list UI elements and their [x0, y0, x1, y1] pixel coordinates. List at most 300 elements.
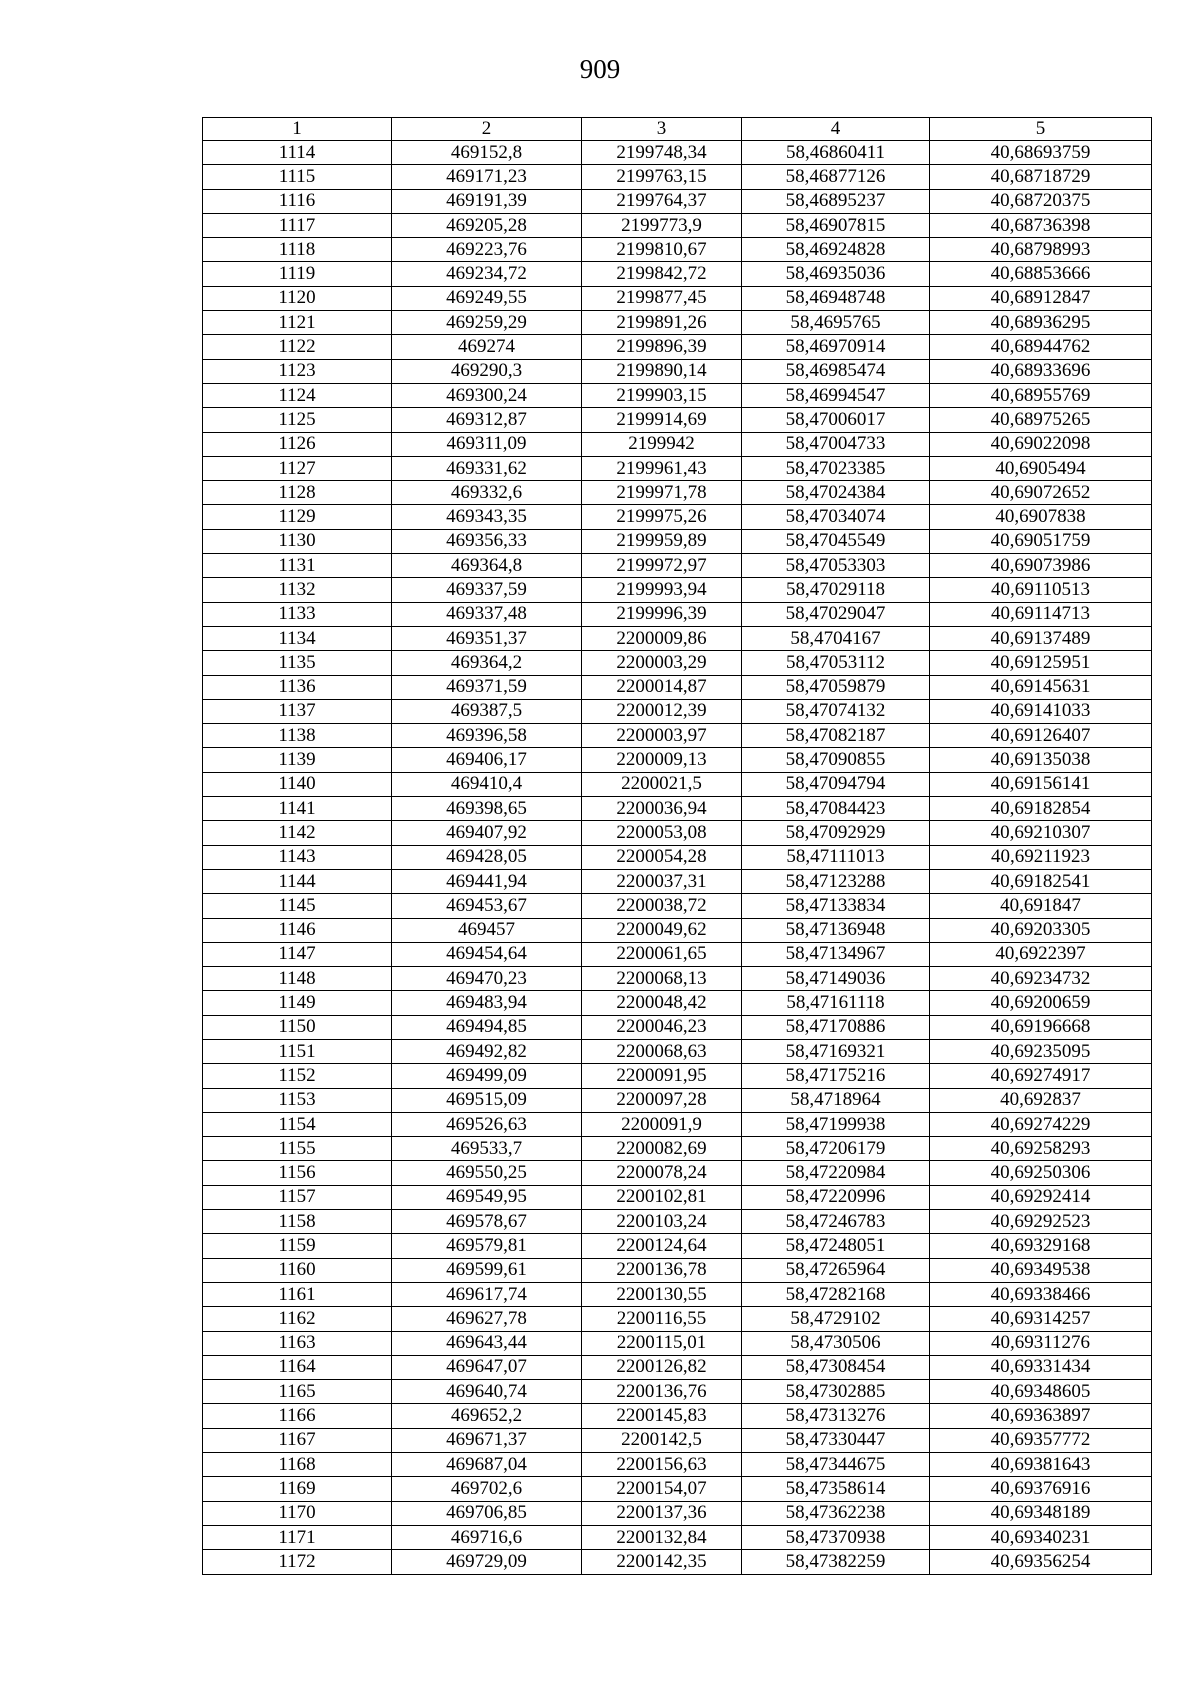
- table-cell: 469259,29: [392, 311, 582, 335]
- table-row: [203, 1015, 1152, 1039]
- table-cell: 2200136,78: [582, 1258, 742, 1282]
- table-cell: 469526,63: [392, 1112, 582, 1136]
- table-row: [203, 238, 1152, 262]
- table-cell: 58,46895237: [742, 189, 930, 213]
- table-cell: 469364,2: [392, 651, 582, 675]
- table-row: [203, 1234, 1152, 1258]
- table-cell: 40,69072652: [930, 481, 1152, 505]
- table-cell: 58,46860411: [742, 141, 930, 165]
- table-cell: 1135: [203, 651, 392, 675]
- table-row: [203, 1185, 1152, 1209]
- table-cell: 2199914,69: [582, 408, 742, 432]
- table-cell: 2200130,55: [582, 1282, 742, 1306]
- table-cell: 469494,85: [392, 1015, 582, 1039]
- table-cell: 1153: [203, 1088, 392, 1112]
- table-cell: 58,46994547: [742, 383, 930, 407]
- column-header: 1: [203, 118, 392, 141]
- table-row: [203, 1428, 1152, 1452]
- table-cell: 40,69292414: [930, 1185, 1152, 1209]
- table-cell: 40,692837: [930, 1088, 1152, 1112]
- table-row: [203, 1282, 1152, 1306]
- table-row: [203, 311, 1152, 335]
- column-header: 3: [582, 118, 742, 141]
- table-row: [203, 1525, 1152, 1549]
- table-row: [203, 1477, 1152, 1501]
- table-cell: 2199903,15: [582, 383, 742, 407]
- table-cell: 1154: [203, 1112, 392, 1136]
- table-cell: 1121: [203, 311, 392, 335]
- table-cell: 469470,23: [392, 967, 582, 991]
- table-cell: 2200054,28: [582, 845, 742, 869]
- table-cell: 58,47004733: [742, 432, 930, 456]
- table-cell: 58,47358614: [742, 1477, 930, 1501]
- table-cell: 58,47382259: [742, 1550, 930, 1574]
- table-cell: 1139: [203, 748, 392, 772]
- table-cell: 2200053,08: [582, 821, 742, 845]
- table-cell: 1130: [203, 529, 392, 553]
- table-cell: 40,69234732: [930, 967, 1152, 991]
- table-cell: 58,46935036: [742, 262, 930, 286]
- table-cell: 40,69363897: [930, 1404, 1152, 1428]
- table-cell: 2200003,97: [582, 724, 742, 748]
- page-number: 909: [579, 54, 621, 84]
- table-cell: 40,69073986: [930, 554, 1152, 578]
- table-cell: 40,69135038: [930, 748, 1152, 772]
- table-cell: 40,68853666: [930, 262, 1152, 286]
- table-cell: 58,4729102: [742, 1307, 930, 1331]
- table-row: [203, 529, 1152, 553]
- table-cell: 1124: [203, 383, 392, 407]
- table-cell: 2200009,86: [582, 626, 742, 650]
- table-cell: 58,47034074: [742, 505, 930, 529]
- table-row: [203, 1307, 1152, 1331]
- table-cell: 469453,67: [392, 894, 582, 918]
- table-cell: 58,47220996: [742, 1185, 930, 1209]
- table-row: [203, 335, 1152, 359]
- table-cell: 469337,59: [392, 578, 582, 602]
- table-cell: 1163: [203, 1331, 392, 1355]
- table-cell: 1115: [203, 165, 392, 189]
- table-cell: 1164: [203, 1355, 392, 1379]
- table-cell: 2199842,72: [582, 262, 742, 286]
- table-cell: 1122: [203, 335, 392, 359]
- table-cell: 58,47029118: [742, 578, 930, 602]
- table-cell: 469499,09: [392, 1064, 582, 1088]
- table-cell: 40,69051759: [930, 529, 1152, 553]
- table-cell: 40,6905494: [930, 456, 1152, 480]
- table-cell: 2200082,69: [582, 1137, 742, 1161]
- table-cell: 469364,8: [392, 554, 582, 578]
- table-cell: 40,69338466: [930, 1282, 1152, 1306]
- table-cell: 2200145,83: [582, 1404, 742, 1428]
- table-cell: 58,47170886: [742, 1015, 930, 1039]
- table-row: [203, 894, 1152, 918]
- table-cell: 2199972,97: [582, 554, 742, 578]
- table-cell: 469702,6: [392, 1477, 582, 1501]
- table-cell: 58,47136948: [742, 918, 930, 942]
- table-cell: 1148: [203, 967, 392, 991]
- table-cell: 1146: [203, 918, 392, 942]
- table-row: [203, 821, 1152, 845]
- table-cell: 2199959,89: [582, 529, 742, 553]
- table-cell: 469428,05: [392, 845, 582, 869]
- table-cell: 1137: [203, 699, 392, 723]
- table-cell: 40,68718729: [930, 165, 1152, 189]
- table-cell: 2200136,76: [582, 1380, 742, 1404]
- table-cell: 1140: [203, 772, 392, 796]
- table-cell: 1145: [203, 894, 392, 918]
- table-cell: 469351,37: [392, 626, 582, 650]
- table-cell: 58,47084423: [742, 797, 930, 821]
- table-cell: 469687,04: [392, 1453, 582, 1477]
- table-cell: 469343,35: [392, 505, 582, 529]
- table-row: [203, 481, 1152, 505]
- table-cell: 58,47169321: [742, 1039, 930, 1063]
- table-cell: 58,46948748: [742, 286, 930, 310]
- table-cell: 469407,92: [392, 821, 582, 845]
- table-cell: 40,69137489: [930, 626, 1152, 650]
- table-row: [203, 991, 1152, 1015]
- table-row: [203, 918, 1152, 942]
- table-row: [203, 724, 1152, 748]
- table-cell: 1167: [203, 1428, 392, 1452]
- table-cell: 2200103,24: [582, 1210, 742, 1234]
- table-cell: 1128: [203, 481, 392, 505]
- table-cell: 2200102,81: [582, 1185, 742, 1209]
- table-row: [203, 651, 1152, 675]
- table-cell: 40,69274917: [930, 1064, 1152, 1088]
- table-cell: 469396,58: [392, 724, 582, 748]
- table-cell: 1156: [203, 1161, 392, 1185]
- table-cell: 2200097,28: [582, 1088, 742, 1112]
- table-cell: 1142: [203, 821, 392, 845]
- table-cell: 469640,74: [392, 1380, 582, 1404]
- table-cell: 2200009,13: [582, 748, 742, 772]
- table-cell: 58,46924828: [742, 238, 930, 262]
- table-cell: 469300,24: [392, 383, 582, 407]
- table-cell: 58,47053303: [742, 554, 930, 578]
- table-cell: 469549,95: [392, 1185, 582, 1209]
- table-row: [203, 772, 1152, 796]
- table-cell: 469410,4: [392, 772, 582, 796]
- table-cell: 2200014,87: [582, 675, 742, 699]
- table-row: [203, 213, 1152, 237]
- table-cell: 40,69250306: [930, 1161, 1152, 1185]
- table-row: [203, 432, 1152, 456]
- table-cell: 1133: [203, 602, 392, 626]
- table-cell: 2200142,5: [582, 1428, 742, 1452]
- table-cell: 2199996,39: [582, 602, 742, 626]
- table-row: [203, 967, 1152, 991]
- table-cell: 1162: [203, 1307, 392, 1331]
- table-cell: 58,47045549: [742, 529, 930, 553]
- table-cell: 40,69156141: [930, 772, 1152, 796]
- table-cell: 2200124,64: [582, 1234, 742, 1258]
- table-cell: 40,69110513: [930, 578, 1152, 602]
- table-cell: 469171,23: [392, 165, 582, 189]
- table-cell: 58,47344675: [742, 1453, 930, 1477]
- table-cell: 469579,81: [392, 1234, 582, 1258]
- table-cell: 469729,09: [392, 1550, 582, 1574]
- table-cell: 1161: [203, 1282, 392, 1306]
- table-cell: 40,69376916: [930, 1477, 1152, 1501]
- table-row: [203, 1331, 1152, 1355]
- table-cell: 1134: [203, 626, 392, 650]
- table-cell: 58,47029047: [742, 602, 930, 626]
- table-cell: 1126: [203, 432, 392, 456]
- table-cell: 40,691847: [930, 894, 1152, 918]
- table-cell: 58,46970914: [742, 335, 930, 359]
- table-cell: 40,68798993: [930, 238, 1152, 262]
- table-cell: 2199890,14: [582, 359, 742, 383]
- table-cell: 2200048,42: [582, 991, 742, 1015]
- table-cell: 2199877,45: [582, 286, 742, 310]
- table-cell: 1160: [203, 1258, 392, 1282]
- table-cell: 58,47023385: [742, 456, 930, 480]
- table-row: [203, 359, 1152, 383]
- table-cell: 40,69126407: [930, 724, 1152, 748]
- table-cell: 40,69182541: [930, 869, 1152, 893]
- table-cell: 2199971,78: [582, 481, 742, 505]
- table-cell: 1129: [203, 505, 392, 529]
- table-cell: 2200012,39: [582, 699, 742, 723]
- table-cell: 469223,76: [392, 238, 582, 262]
- table-row: [203, 383, 1152, 407]
- table-row: [203, 1112, 1152, 1136]
- table-cell: 469332,6: [392, 481, 582, 505]
- table-cell: 1168: [203, 1453, 392, 1477]
- table-cell: 2200068,13: [582, 967, 742, 991]
- table-cell: 469337,48: [392, 602, 582, 626]
- table-cell: 40,69381643: [930, 1453, 1152, 1477]
- table-row: [203, 408, 1152, 432]
- table-cell: 40,68933696: [930, 359, 1152, 383]
- table-cell: 40,69125951: [930, 651, 1152, 675]
- table-cell: 40,69348189: [930, 1501, 1152, 1525]
- table-cell: 1171: [203, 1525, 392, 1549]
- table-cell: 58,47206179: [742, 1137, 930, 1161]
- table-cell: 1158: [203, 1210, 392, 1234]
- table-cell: 469371,59: [392, 675, 582, 699]
- table-cell: 40,69182854: [930, 797, 1152, 821]
- table-row: [203, 505, 1152, 529]
- table-cell: 469643,44: [392, 1331, 582, 1355]
- table-cell: 58,47248051: [742, 1234, 930, 1258]
- table-cell: 469387,5: [392, 699, 582, 723]
- table-cell: 1131: [203, 554, 392, 578]
- table-cell: 2200038,72: [582, 894, 742, 918]
- table-cell: 1114: [203, 141, 392, 165]
- table-cell: 40,68720375: [930, 189, 1152, 213]
- table-row: [203, 1137, 1152, 1161]
- table-cell: 2200156,63: [582, 1453, 742, 1477]
- table-cell: 2200115,01: [582, 1331, 742, 1355]
- table-cell: 2200126,82: [582, 1355, 742, 1379]
- table-cell: 2199961,43: [582, 456, 742, 480]
- table-cell: 58,47082187: [742, 724, 930, 748]
- table-cell: 40,69274229: [930, 1112, 1152, 1136]
- table-cell: 40,68736398: [930, 213, 1152, 237]
- table-cell: 469249,55: [392, 286, 582, 310]
- table-cell: 469550,25: [392, 1161, 582, 1185]
- table-cell: 2200091,9: [582, 1112, 742, 1136]
- table-cell: 2199763,15: [582, 165, 742, 189]
- table-cell: 40,69022098: [930, 432, 1152, 456]
- table-cell: 2200068,63: [582, 1039, 742, 1063]
- table-cell: 469441,94: [392, 869, 582, 893]
- table-cell: 58,46907815: [742, 213, 930, 237]
- table-cell: 2199748,34: [582, 141, 742, 165]
- table-cell: 58,47059879: [742, 675, 930, 699]
- table-cell: 1159: [203, 1234, 392, 1258]
- table-cell: 2200091,95: [582, 1064, 742, 1088]
- table-cell: 1138: [203, 724, 392, 748]
- table-row: [203, 1258, 1152, 1282]
- table-cell: 2199810,67: [582, 238, 742, 262]
- table-cell: 2200061,65: [582, 942, 742, 966]
- table-row: [203, 748, 1152, 772]
- table-cell: 58,47330447: [742, 1428, 930, 1452]
- table-cell: 58,47133834: [742, 894, 930, 918]
- table-cell: 2200021,5: [582, 772, 742, 796]
- table-cell: 469671,37: [392, 1428, 582, 1452]
- table-cell: 2200037,31: [582, 869, 742, 893]
- table-cell: 469652,2: [392, 1404, 582, 1428]
- table-cell: 40,69196668: [930, 1015, 1152, 1039]
- table-row: [203, 602, 1152, 626]
- table-cell: 58,47053112: [742, 651, 930, 675]
- table-cell: 40,69292523: [930, 1210, 1152, 1234]
- table-cell: 58,47362238: [742, 1501, 930, 1525]
- table-cell: 469331,62: [392, 456, 582, 480]
- table-cell: 469205,28: [392, 213, 582, 237]
- table-cell: 58,4730506: [742, 1331, 930, 1355]
- table-cell: 2200154,07: [582, 1477, 742, 1501]
- table-row: [203, 1039, 1152, 1063]
- table-row: [203, 554, 1152, 578]
- table-cell: 58,47006017: [742, 408, 930, 432]
- table-cell: 469312,87: [392, 408, 582, 432]
- table-row: [203, 165, 1152, 189]
- table-cell: 1170: [203, 1501, 392, 1525]
- table-cell: 469191,39: [392, 189, 582, 213]
- table-cell: 1136: [203, 675, 392, 699]
- table-cell: 40,69311276: [930, 1331, 1152, 1355]
- table-cell: 1166: [203, 1404, 392, 1428]
- table-cell: 469406,17: [392, 748, 582, 772]
- table-cell: 1150: [203, 1015, 392, 1039]
- table-header-row: [203, 118, 1152, 141]
- table-cell: 2199942: [582, 432, 742, 456]
- table-cell: 469533,7: [392, 1137, 582, 1161]
- table-row: [203, 1550, 1152, 1574]
- table-cell: 40,69340231: [930, 1525, 1152, 1549]
- table-cell: 58,47302885: [742, 1380, 930, 1404]
- table-cell: 58,47111013: [742, 845, 930, 869]
- table-cell: 40,6907838: [930, 505, 1152, 529]
- table-row: [203, 141, 1152, 165]
- table-cell: 58,47090855: [742, 748, 930, 772]
- table-cell: 40,68975265: [930, 408, 1152, 432]
- table-cell: 58,47024384: [742, 481, 930, 505]
- table-cell: 40,69258293: [930, 1137, 1152, 1161]
- table-cell: 469515,09: [392, 1088, 582, 1112]
- coordinates-table: [202, 117, 1152, 1575]
- table-cell: 2200132,84: [582, 1525, 742, 1549]
- table-row: [203, 797, 1152, 821]
- table-cell: 2200003,29: [582, 651, 742, 675]
- table-row: [203, 942, 1152, 966]
- table-cell: 58,4704167: [742, 626, 930, 650]
- table-cell: 40,69331434: [930, 1355, 1152, 1379]
- column-header: 5: [930, 118, 1152, 141]
- table-cell: 40,68936295: [930, 311, 1152, 335]
- table-cell: 469356,33: [392, 529, 582, 553]
- table-cell: 40,68912847: [930, 286, 1152, 310]
- table-cell: 1119: [203, 262, 392, 286]
- table-row: [203, 286, 1152, 310]
- table-cell: 469578,67: [392, 1210, 582, 1234]
- table-cell: 40,68693759: [930, 141, 1152, 165]
- table-cell: 2199764,37: [582, 189, 742, 213]
- table-cell: 469274: [392, 335, 582, 359]
- table-cell: 40,69314257: [930, 1307, 1152, 1331]
- table-cell: 1143: [203, 845, 392, 869]
- table-row: [203, 699, 1152, 723]
- table-cell: 40,69210307: [930, 821, 1152, 845]
- table-cell: 58,4718964: [742, 1088, 930, 1112]
- table-cell: 40,68944762: [930, 335, 1152, 359]
- table-row: [203, 675, 1152, 699]
- table-row: [203, 1355, 1152, 1379]
- table-cell: 2199891,26: [582, 311, 742, 335]
- table-row: [203, 189, 1152, 213]
- table-row: [203, 869, 1152, 893]
- table-cell: 58,47161118: [742, 991, 930, 1015]
- table-cell: 58,47308454: [742, 1355, 930, 1379]
- table-cell: 469716,6: [392, 1525, 582, 1549]
- table-cell: 40,69203305: [930, 918, 1152, 942]
- table-cell: 1141: [203, 797, 392, 821]
- table-row: [203, 262, 1152, 286]
- table-cell: 40,69329168: [930, 1234, 1152, 1258]
- table-cell: 469627,78: [392, 1307, 582, 1331]
- table-cell: 40,69211923: [930, 845, 1152, 869]
- table-cell: 2199896,39: [582, 335, 742, 359]
- table-cell: 40,69356254: [930, 1550, 1152, 1574]
- table-cell: 58,47265964: [742, 1258, 930, 1282]
- table-cell: 1155: [203, 1137, 392, 1161]
- table-cell: 58,46877126: [742, 165, 930, 189]
- table-cell: 40,69357772: [930, 1428, 1152, 1452]
- table-cell: 469706,85: [392, 1501, 582, 1525]
- table-cell: 1149: [203, 991, 392, 1015]
- table-body: [203, 141, 1152, 1575]
- column-header: 4: [742, 118, 930, 141]
- table-row: [203, 845, 1152, 869]
- table-cell: 1157: [203, 1185, 392, 1209]
- table-cell: 58,47199938: [742, 1112, 930, 1136]
- table-cell: 2200116,55: [582, 1307, 742, 1331]
- table-cell: 2200142,35: [582, 1550, 742, 1574]
- table-cell: 40,6922397: [930, 942, 1152, 966]
- table-row: [203, 1404, 1152, 1428]
- table-cell: 1151: [203, 1039, 392, 1063]
- table-row: [203, 1088, 1152, 1112]
- table-cell: 58,47313276: [742, 1404, 930, 1428]
- table-cell: 469398,65: [392, 797, 582, 821]
- table-cell: 58,47282168: [742, 1282, 930, 1306]
